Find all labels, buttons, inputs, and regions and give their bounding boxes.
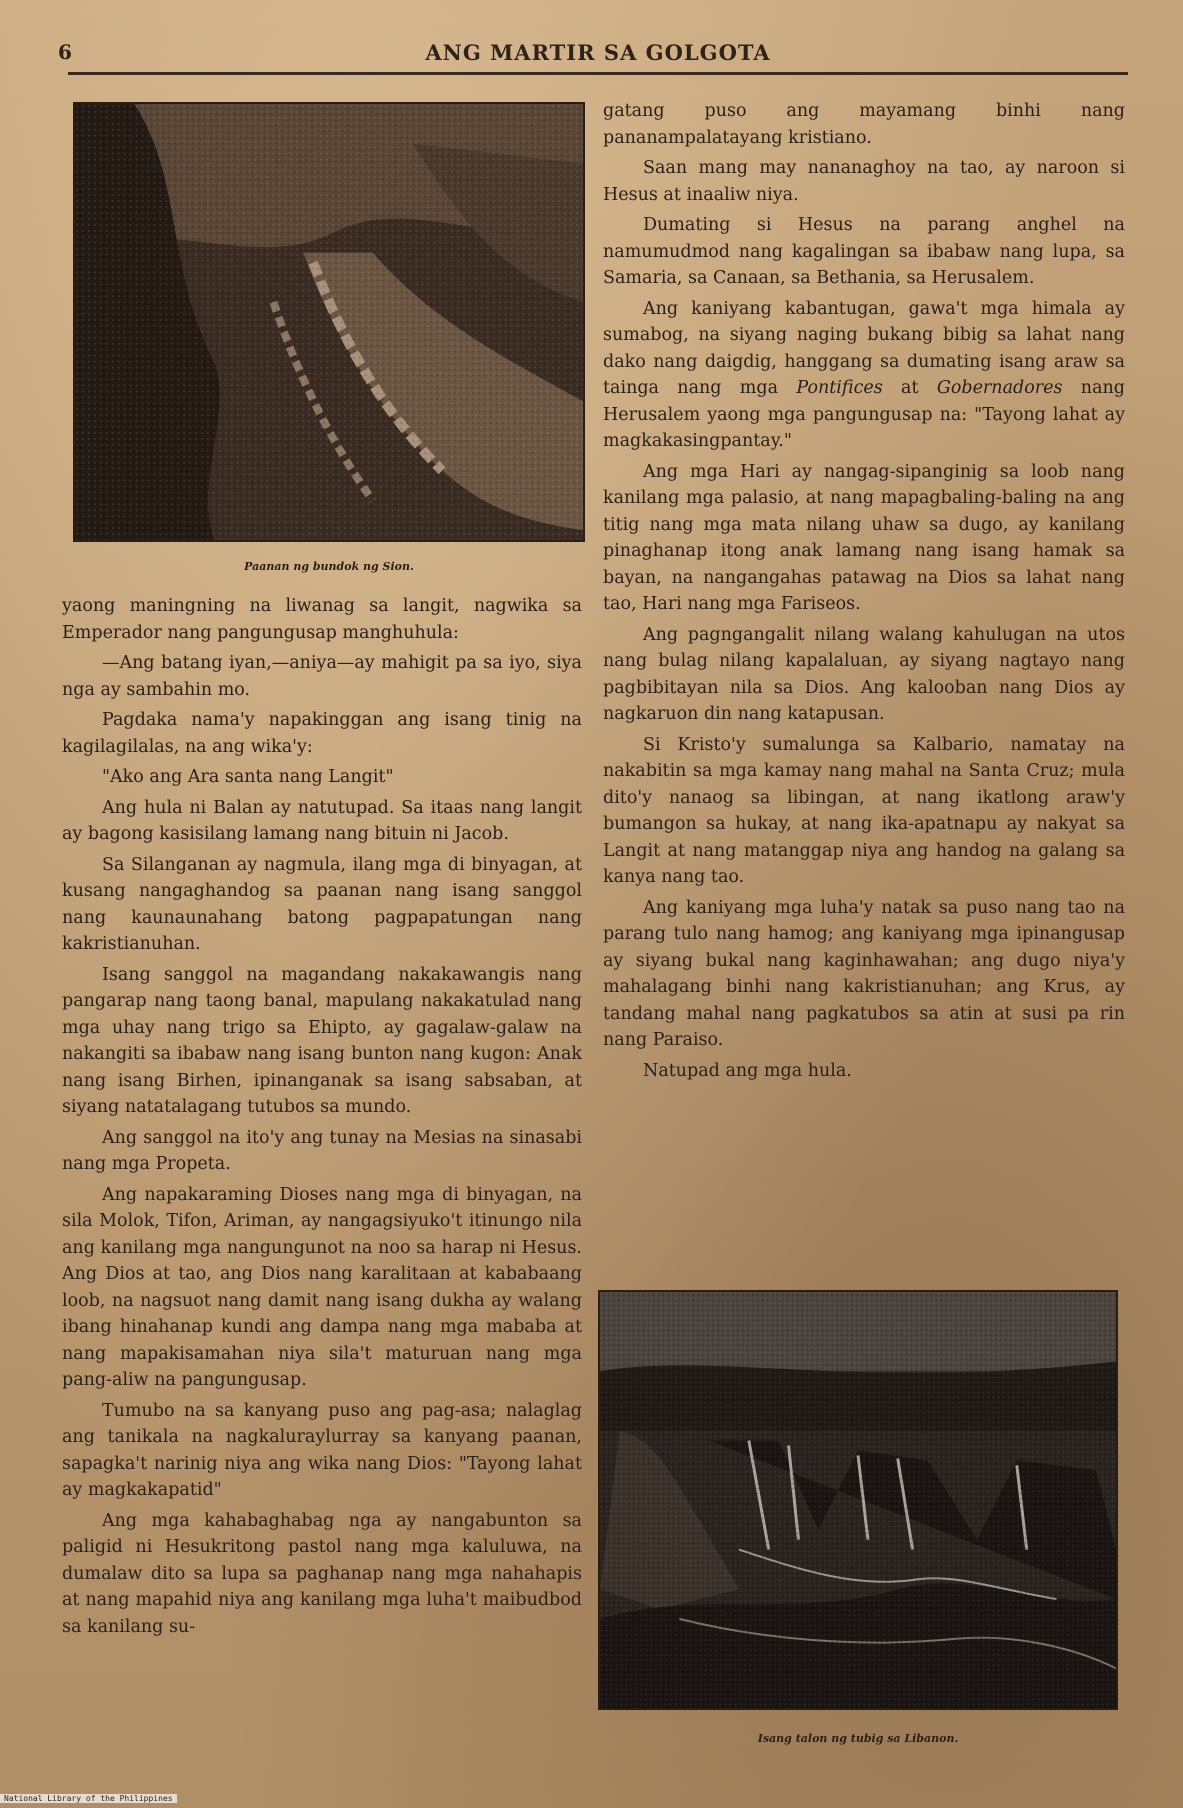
italic-term-pontifices: Pontifices [796,378,883,398]
paragraph: Ang sanggol na ito'y ang tunay na Mesias na sinasabi nang mga Propeta. [62,1127,582,1174]
paragraph: Sa Silanganan ay nagmula, ilang mga di binyagan, at kusang nangaghandog sa paanan nang isang sanggol nang kaunaunahang batong pagpapatungan nang kakristianuhan. [62,854,582,954]
text-run: nang Herusalem yaong mga pangungusap na: "Tayong lahat ay magkakasingpantay." [603,378,1125,451]
paragraph: —Ang batang iyan,—aniya—ay mahigit pa sa iyo, siya nga ay sambahin mo. [62,653,582,700]
paragraph: Ang mga kahabaghabag nga ay nangabunton sa paligid ni Hesukritong pastol nang mga kaluluwa, na dumalaw dito sa lupa sa paghanap nang mga nahahapis at nang mapahid niya ang kanilang mga luha't maibudbod sa kanilang su- [62,1510,582,1637]
paragraph: Ang hula ni Balan ay natutupad. Sa itaas nang langit ay bagong kasisilang lamang nang bituin ni Jacob. [62,797,582,844]
header-rule [68,72,1128,75]
photo-mount-zion [73,102,585,542]
photo-lebanon-waterfall [598,1290,1118,1710]
paragraph: Ang pagngangalit nilang walang kahulugan na utos nang bulag nilang kapalaluan, ay siyang nagtayo nang pagbibitayan nila sa Dios. Ang kalooban nang Dios ay nagkaruon din nang katapusan. [603,624,1125,724]
paragraph: Natupad ang mga hula. [643,1060,852,1081]
paragraph: Isang sanggol na magandang nakakawangis nang pangarap nang taong banal, mapulang nakakatulad nang mga uhay nang trigo sa Ehipto, ay gagalaw-galaw na nakangiti sa ibabaw nang isang bunton nang kugon: Anak nang isang Birhen, ipinanganak sa isang sabsaban, at siyang natatalagang tutubos sa mundo. [62,964,582,1117]
text-run: Ang kaniyang kabantugan, gawa't mga himala ay sumabog, na siyang naging bukang bibig sa lahat nang dako nang daigdig, hanggang sa dumating isang araw sa tainga nang mga [603,298,1125,398]
paragraph: yaong maningning na liwanag sa langit, nagwika sa Emperador nang pangungusap manghuhula: [62,596,582,643]
paragraph: gatang puso ang mayamang binhi nang pananampalatayang kristiano. [603,101,1125,148]
paragraph: Dumating si Hesus na parang anghel na namumudmod nang kagalingan sa ibabaw nang lupa, sa Samaria, sa Canaan, sa Bethania, sa Herusalem. [603,215,1125,288]
photo-lebanon-waterfall-image [600,1292,1116,1708]
paragraph: Pagdaka nama'y napakinggan ang isang tinig na kagilagilalas, na ang wika'y: [62,710,582,757]
paragraph: Ang kaniyang mga luha'y natak sa puso nang tao na parang tulo nang hamog; ang kaniyang mga ipinangusap ay siyang bukal nang kaginhawahan; ang dugo niya'y mahalagang binhi nang kakristianuhan; ang Krus, ay tandang mahal nang pagkatubos sa atin at susi pa rin nang Paraiso. [603,897,1125,1050]
photo-mount-zion-caption: Paanan ng bundok ng Sion. [244,560,414,573]
page-number: 6 [58,40,72,64]
photo-lebanon-waterfall-caption: Isang talon ng tubig sa Libanon. [757,1732,959,1745]
paragraph: Si Kristo'y sumalunga sa Kalbario, namatay na nakabitin sa mga kamay nang mahal na Santa Cruz; mula dito'y nanaog sa libingan, at nang ikatlong araw'y bumangon sa hukay, at nang ika-apatnapu ay nakyat sa Langit at nang matanggap niya ang handog na galang sa kanya nang tao. [603,734,1125,887]
paragraph: Tumubo na sa kanyang puso ang pag-asa; nalaglag ang tanikala na nagkaluraylurray sa kanyang paanan, sapagka't narinig niya ang wika nang Dios: "Tayong lahat ay magkakapatid" [62,1400,582,1500]
quotation: "Ako ang Ara santa nang Langit" [102,767,394,787]
paragraph: Saan mang may nananaghoy na tao, ay naroon si Hesus at inaaliw niya. [603,158,1125,205]
photo-mount-zion-image [75,104,583,540]
paragraph: Ang mga Hari ay nangag-sipanginig sa loob nang kanilang mga palasio, at nang mapagbaling-baling na ang titig nang mga mata nilang uhaw sa dugo, ay kanilang pinaghanap itong anak lamang nang isang hamak sa bayan, na nangangahas patawag na Dios sa lahat nang tao, Hari nang mga Fariseos. [603,461,1125,614]
page-header [58,30,1138,74]
right-column [603,98,1125,1278]
text-run: at [901,378,919,398]
left-column [62,593,582,1733]
paragraph-with-italics [603,296,1125,455]
running-title: ANG MARTIR SA GOLGOTA [425,39,771,65]
italic-term-gobernadores: Gobernadores [936,378,1063,398]
library-watermark: National Library of the Philippines [0,1794,177,1803]
paragraph: Ang napakaraming Dioses nang mga di binyagan, na sila Molok, Tifon, Ariman, ay nangagsiyuko't itinungo nila ang kanilang mga nangungunot na noo sa harap ni Hesus. Ang Dios at tao, ang Dios nang karalitaan at kababaang loob, na nagsuot nang damit nang isang dukha ay walang ibang hinahanap kundi ang dampa nang mga mababa at nang mapakisamahan niya sila't maturuan nang mga pang-aliw na pangungusap. [62,1184,582,1390]
